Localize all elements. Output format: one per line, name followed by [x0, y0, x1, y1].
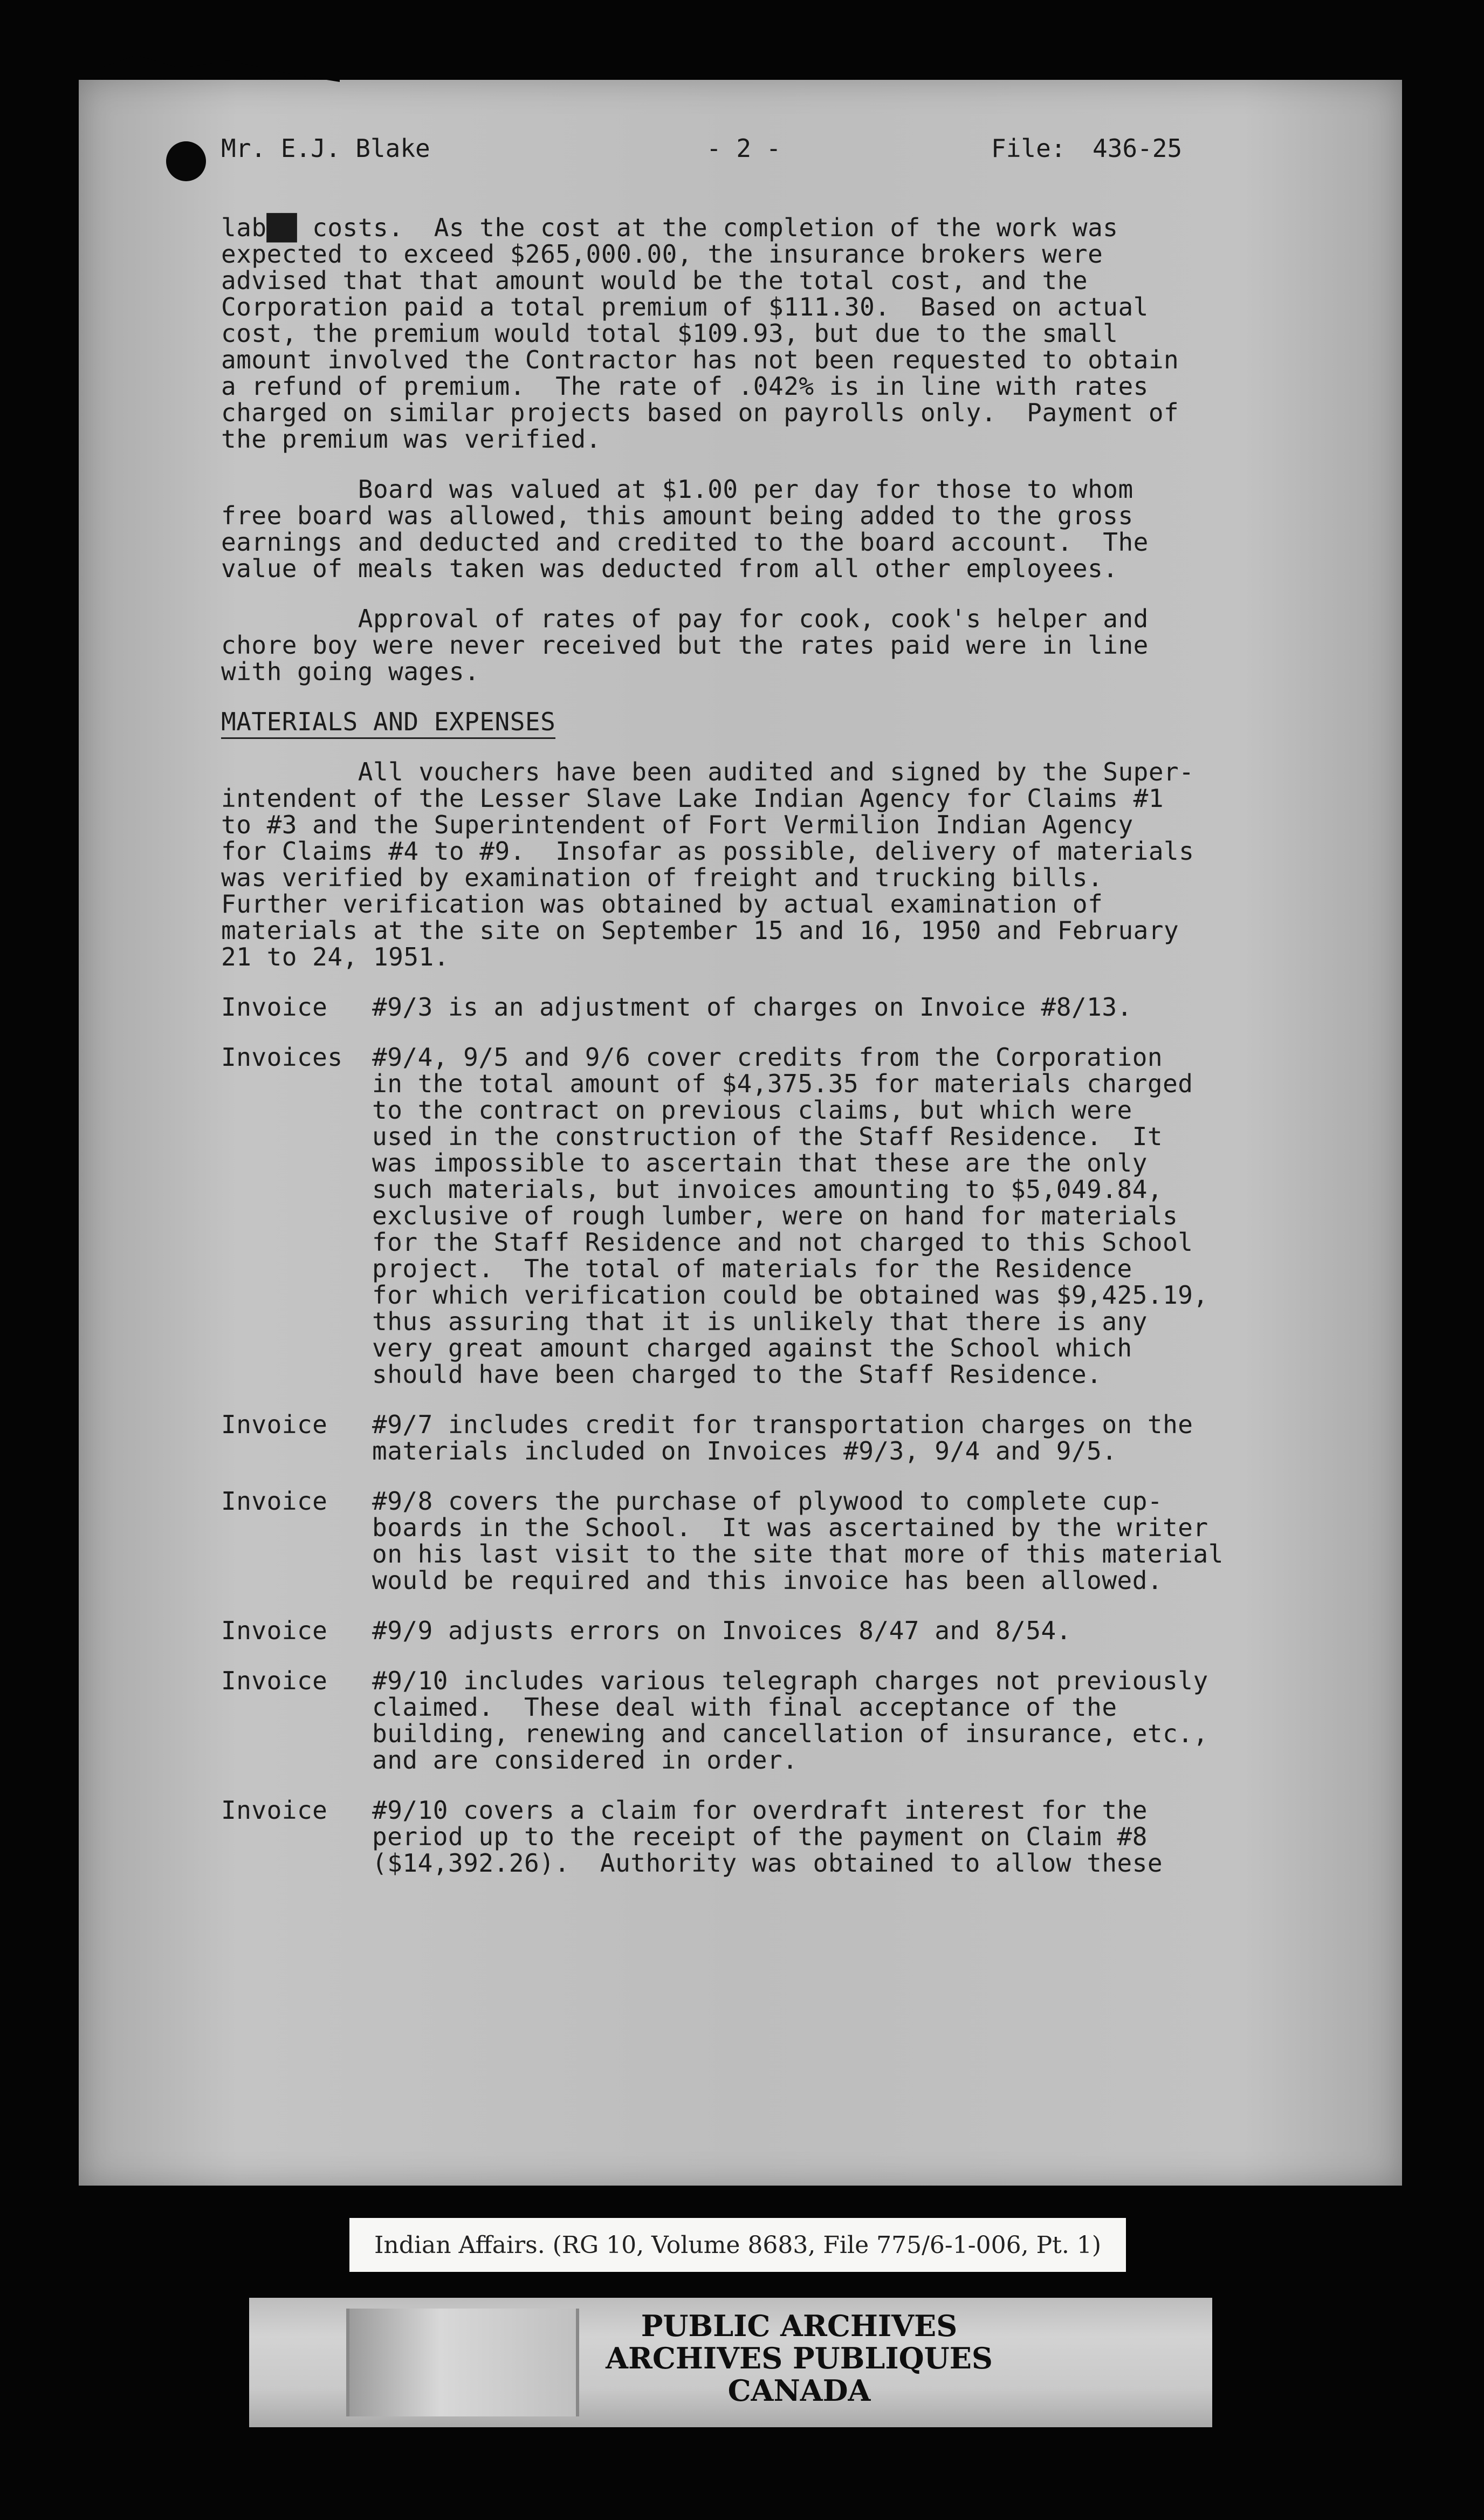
- text-line: earnings and deducted and credited to the board account. The: [221, 528, 1149, 557]
- invoice-text: [372, 1044, 1208, 1388]
- text-line: building, renewing and cancellation of insurance, etc.,: [372, 1719, 1208, 1748]
- invoice-label: Invoice: [221, 1410, 328, 1439]
- text-line: materials at the site on September 15 and 16, 1950 and February: [221, 916, 1179, 945]
- header-page-number: - 2 -: [706, 134, 781, 163]
- invoice-entry: [221, 1488, 1300, 1594]
- invoice-text: [372, 1412, 1193, 1464]
- text-line: lab██ costs. As the cost at the completion of the work was: [221, 213, 1118, 242]
- text-line: with going wages.: [221, 657, 480, 686]
- text-line: Approval of rates of pay for cook, cook's helper and: [221, 604, 1149, 633]
- stamp-line-2: ARCHIVES PUBLIQUES: [606, 2341, 993, 2375]
- text-line: for Claims #4 to #9. Insofar as possible, delivery of materials: [221, 837, 1194, 866]
- invoice-text: [372, 1488, 1224, 1594]
- text-line: All vouchers have been audited and signed by the Super-: [221, 757, 1194, 786]
- section-heading-text: MATERIALS AND EXPENSES: [221, 707, 555, 739]
- archive-caption: Indian Affairs. (RG 10, Volume 8683, File 775/6-1-006, Pt. 1): [349, 2218, 1126, 2272]
- text-line: was impossible to ascertain that these are the only: [372, 1148, 1148, 1177]
- text-line: boards in the School. It was ascertained by the writer: [372, 1513, 1208, 1542]
- text-line: on his last visit to the site that more of this material: [372, 1539, 1224, 1569]
- text-line: Further verification was obtained by actual examination of: [221, 889, 1103, 919]
- paragraph-insurance: [221, 215, 1300, 453]
- text-line: very great amount charged against the School which: [372, 1333, 1132, 1362]
- text-line: free board was allowed, this amount being added to the gross: [221, 501, 1133, 530]
- invoice-entry: [221, 1668, 1300, 1773]
- invoice-entry: [221, 1412, 1300, 1464]
- section-heading: [221, 709, 1300, 735]
- text-line: ($14,392.26). Authority was obtained to allow these: [372, 1848, 1163, 1878]
- invoice-entry: [221, 1618, 1300, 1644]
- header-recipient: Mr. E.J. Blake: [221, 134, 430, 163]
- text-line: for which verification could be obtained was $9,425.19,: [372, 1280, 1208, 1310]
- text-line: cost, the premium would total $109.93, but due to the small: [221, 319, 1118, 348]
- text-line: #9/4, 9/5 and 9/6 cover credits from the Corporation: [372, 1043, 1163, 1072]
- text-line: used in the construction of the Staff Residence. It: [372, 1122, 1163, 1151]
- stamp-text: [530, 2310, 1069, 2407]
- text-line: #9/7 includes credit for transportation charges on the: [372, 1410, 1193, 1439]
- text-line: thus assuring that it is unlikely that there is any: [372, 1307, 1148, 1336]
- letter-body: [221, 215, 1300, 1877]
- text-line: Board was valued at $1.00 per day for those to whom: [221, 475, 1133, 504]
- text-line: project. The total of materials for the Residence: [372, 1254, 1132, 1283]
- text-line: expected to exceed $265,000.00, the insurance brokers were: [221, 239, 1103, 269]
- invoice-text: [372, 1618, 1071, 1644]
- text-line: to the contract on previous claims, but which were: [372, 1095, 1132, 1125]
- archives-stamp: [249, 2298, 1212, 2427]
- paragraph-board: [221, 476, 1300, 582]
- invoice-entry: [221, 1797, 1300, 1877]
- paragraph-rates: [221, 606, 1300, 685]
- text-line: exclusive of rough lumber, were on hand for materials: [372, 1201, 1178, 1230]
- text-line: #9/9 adjusts errors on Invoices 8/47 and 8/54.: [372, 1616, 1071, 1645]
- header-file-label: File:: [991, 134, 1066, 163]
- text-line: #9/3 is an adjustment of charges on Invoice #8/13.: [372, 992, 1132, 1022]
- text-line: the premium was verified.: [221, 424, 601, 454]
- invoice-label: Invoice: [221, 1616, 328, 1645]
- invoice-text: [372, 994, 1132, 1021]
- text-line: would be required and this invoice has been allowed.: [372, 1566, 1163, 1595]
- text-line: advised that that amount would be the total cost, and the: [221, 266, 1088, 295]
- invoice-label: Invoice: [221, 1796, 328, 1825]
- text-line: and are considered in order.: [372, 1745, 798, 1775]
- invoice-label: Invoice: [221, 992, 328, 1022]
- text-line: Corporation paid a total premium of $111.30. Based on actual: [221, 292, 1149, 321]
- invoice-text: [372, 1668, 1208, 1773]
- punch-hole: [166, 141, 206, 181]
- text-line: materials included on Invoices #9/3, 9/4 and 9/5.: [372, 1436, 1117, 1466]
- text-line: 21 to 24, 1951.: [221, 942, 449, 971]
- text-line: #9/10 includes various telegraph charges not previously: [372, 1666, 1208, 1695]
- text-line: value of meals taken was deducted from all other employees.: [221, 554, 1118, 583]
- invoice-label: Invoice: [221, 1487, 328, 1516]
- text-line: such materials, but invoices amounting to $5,049.84,: [372, 1175, 1163, 1204]
- text-line: claimed. These deal with final acceptance of the: [372, 1693, 1117, 1722]
- invoice-label: Invoices: [221, 1043, 343, 1072]
- text-line: for the Staff Residence and not charged to this School: [372, 1228, 1193, 1257]
- text-line: #9/10 covers a claim for overdraft interest for the: [372, 1796, 1148, 1825]
- invoice-label: Invoice: [221, 1666, 328, 1695]
- text-line: chore boy were never received but the rates paid were in line: [221, 631, 1149, 660]
- paragraph-vouchers: [221, 759, 1300, 970]
- stamp-line-1: PUBLIC ARCHIVES: [641, 2309, 958, 2343]
- text-line: charged on similar projects based on payrolls only. Payment of: [221, 398, 1179, 427]
- header-file-number: 436-25: [1093, 134, 1183, 163]
- text-line: #9/8 covers the purchase of plywood to complete cup-: [372, 1487, 1163, 1516]
- text-line: to #3 and the Superintendent of Fort Vermilion Indian Agency: [221, 810, 1133, 839]
- text-line: amount involved the Contractor has not been requested to obtain: [221, 345, 1179, 374]
- stamp-line-3: CANADA: [727, 2373, 871, 2408]
- text-line: should have been charged to the Staff Residence.: [372, 1360, 1102, 1389]
- text-line: period up to the receipt of the payment on Claim #8: [372, 1822, 1148, 1851]
- invoice-entry: [221, 1044, 1300, 1388]
- invoice-text: [372, 1797, 1163, 1877]
- text-line: was verified by examination of freight and trucking bills.: [221, 863, 1103, 892]
- invoice-entry: [221, 994, 1300, 1021]
- text-line: a refund of premium. The rate of .042% is in line with rates: [221, 372, 1149, 401]
- text-line: in the total amount of $4,375.35 for materials charged: [372, 1069, 1193, 1098]
- text-line: intendent of the Lesser Slave Lake Indian Agency for Claims #1: [221, 784, 1164, 813]
